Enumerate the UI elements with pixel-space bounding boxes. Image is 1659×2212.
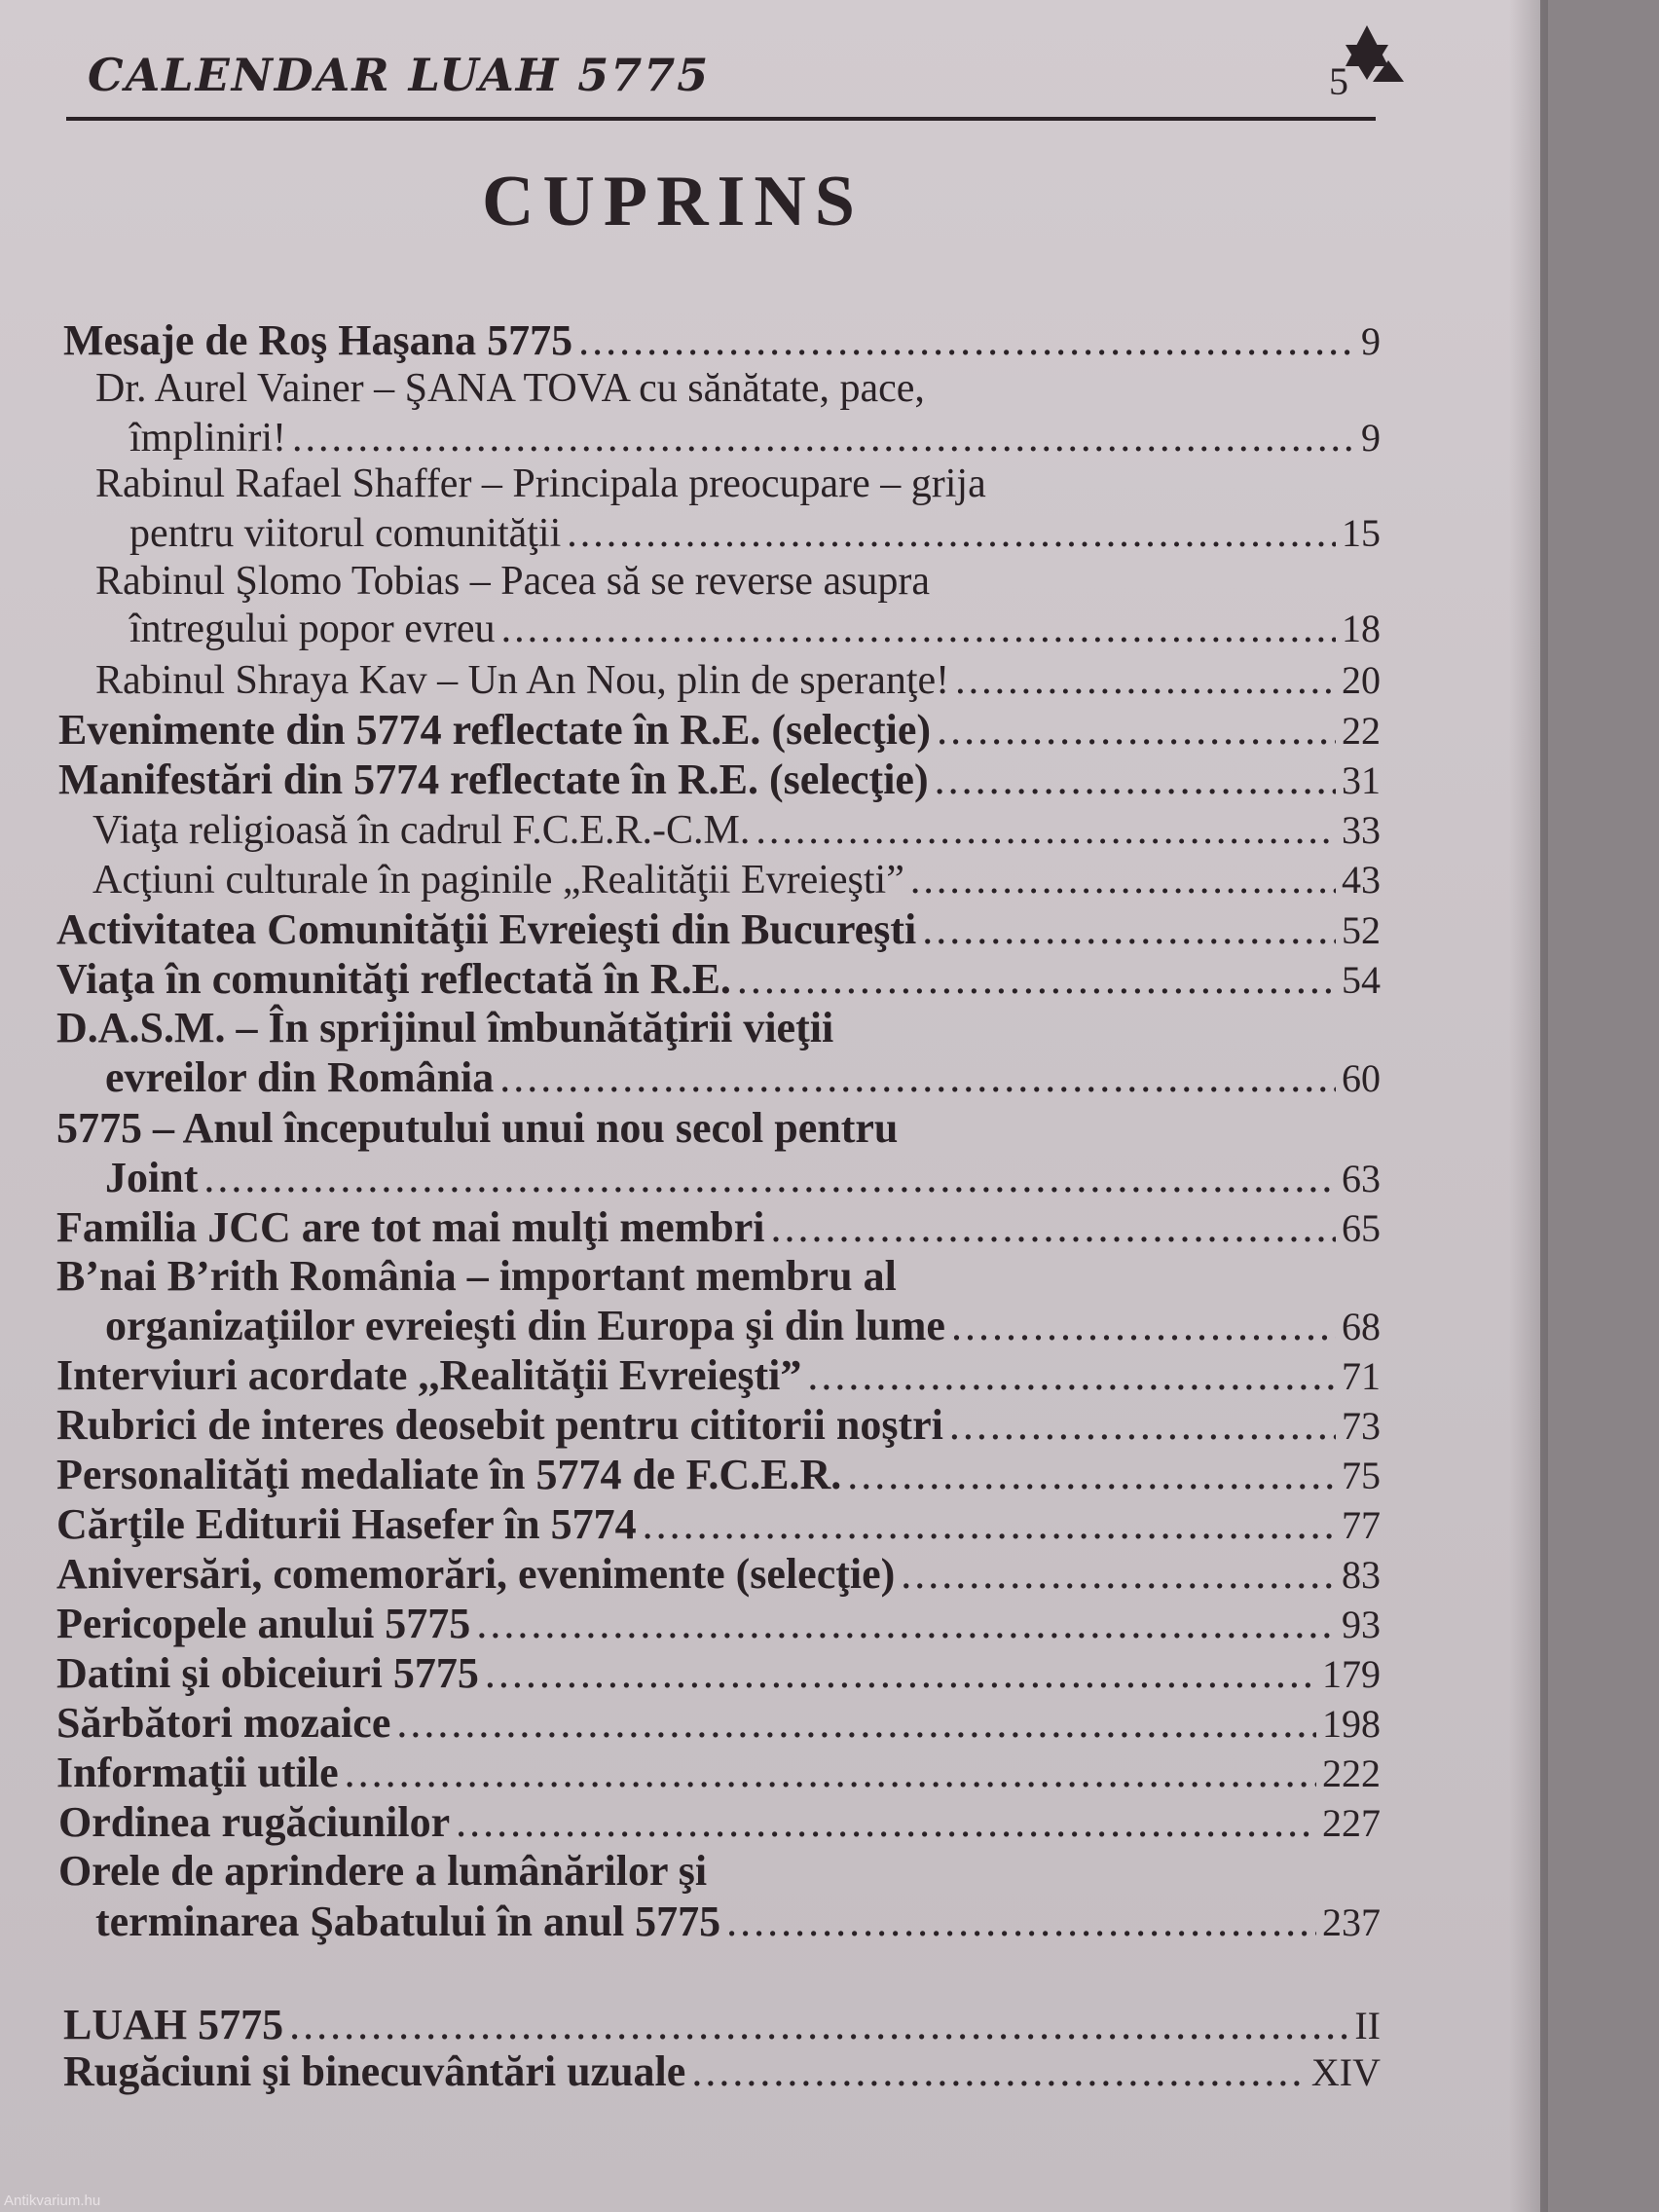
toc-leader-dots: [951, 1301, 1336, 1351]
toc-entry-title: D.A.S.M. – În sprijinul îmbunătăţirii vieţii: [56, 1004, 834, 1051]
toc-entry: [56, 904, 1381, 955]
toc-entry-title: Interviuri acordate ,,Realităţii Evreieşti”: [56, 1351, 802, 1399]
toc-leader-dots: [901, 1549, 1336, 1600]
watermark: Antikvarium.hu: [4, 2193, 101, 2209]
toc-entry: [92, 805, 1381, 856]
toc-entry-title: Acţiuni culturale în paginile „Realităţii Evreieşti”: [92, 858, 904, 903]
toc-entry-title: Datini şi obiceiuri 5775: [56, 1649, 479, 1697]
toc-entry: [56, 1549, 1381, 1600]
toc-entry-page: XIV: [1310, 2050, 1381, 2094]
toc-entry-title-cont: împliniri!: [129, 416, 286, 461]
toc-leader-dots: [499, 1052, 1336, 1103]
toc-entry-title: Familia JCC are tot mai mulţi membri: [56, 1203, 765, 1251]
toc-entry: [63, 315, 1381, 366]
toc-entry-title: Informaţii utile: [56, 1749, 339, 1796]
toc-leader-dots: [910, 855, 1336, 905]
star-of-david-icon: [1346, 21, 1414, 111]
toc-entry: [129, 604, 1381, 654]
toc-entry-title: Personalităţi medaliate în 5774 de F.C.E.R.: [56, 1451, 842, 1498]
toc-entry: [63, 2046, 1381, 2097]
toc-leader-dots: [578, 315, 1355, 366]
toc-entry-page: II: [1354, 2004, 1381, 2047]
toc-entry-title: Rugăciuni şi binecuvântări uzuale: [63, 2047, 686, 2095]
toc-entry-page: 20: [1342, 658, 1381, 702]
toc-entry-page: 222: [1322, 1751, 1381, 1795]
toc-entry-page: 9: [1361, 416, 1381, 460]
page-number: 5: [1329, 59, 1348, 103]
toc-entry-page: 227: [1322, 1801, 1381, 1845]
toc-leader-dots: [770, 1202, 1336, 1253]
toc-entry-title: Pericopele anului 5775: [56, 1600, 471, 1647]
toc-entry-page: 22: [1342, 709, 1381, 753]
toc-entry-title: Rabinul Shraya Kav – Un An Nou, plin de speranţe!: [95, 658, 950, 703]
toc-entry-page: 73: [1342, 1404, 1381, 1448]
toc-entry-page: 71: [1342, 1354, 1381, 1398]
toc-entry-page: 54: [1342, 958, 1381, 1002]
toc-entry-title-cont: organizaţiilor evreieşti din Europa şi din lume: [105, 1302, 945, 1349]
toc-entry-page: 93: [1342, 1603, 1381, 1646]
toc-leader-dots: [847, 1450, 1336, 1500]
toc-entry: [56, 954, 1381, 1005]
page-edge-shadow: [1509, 0, 1548, 2212]
toc-entry-page: 83: [1342, 1553, 1381, 1597]
toc-entry-title: Ordinea rugăciunilor: [58, 1798, 451, 1846]
toc-entry-title: Rubrici de interes deosebit pentru cititorii noştri: [56, 1401, 943, 1449]
toc-entry-title: Manifestări din 5774 reflectate în R.E. (selecţie): [58, 756, 929, 803]
toc-leader-dots: [726, 1897, 1316, 1947]
toc-entry: [58, 1797, 1381, 1848]
toc-leader-dots: [485, 1648, 1316, 1699]
toc-entry-title: Viaţa în comunităţi reflectată în R.E.: [56, 955, 731, 1003]
toc-entry-page: 68: [1342, 1305, 1381, 1348]
toc-leader-dots: [345, 1748, 1316, 1798]
toc-entry-title-cont: întregului popor evreu: [129, 607, 496, 651]
toc-entry-title: Rabinul Rafael Shaffer – Principala preocupare – grija: [95, 461, 986, 506]
toc-entry-title: 5775 – Anul începutului unui nou secol pentru: [56, 1104, 899, 1152]
toc-entry-title: Cărţile Editurii Hasefer în 5774: [56, 1500, 637, 1548]
toc-entry-title: Evenimente din 5774 reflectate în R.E. (selecţie): [58, 706, 932, 754]
toc-entry: [105, 1153, 1381, 1203]
toc-entry-page: 198: [1322, 1702, 1381, 1746]
toc-entry-page: 18: [1342, 607, 1381, 650]
toc-entry: [105, 1301, 1381, 1351]
toc-entry: [58, 705, 1381, 756]
toc-entry: [95, 655, 1381, 706]
toc-leader-dots: [737, 954, 1336, 1005]
toc-leader-dots: [937, 705, 1336, 756]
toc-entry: [56, 1450, 1381, 1500]
toc-entry-page: 179: [1322, 1652, 1381, 1696]
toc-leader-dots: [476, 1599, 1336, 1649]
toc-leader-dots: [643, 1499, 1336, 1550]
toc-entry-page: 77: [1342, 1503, 1381, 1547]
toc-leader-dots: [935, 755, 1336, 805]
toc-entry-title-cont: terminarea Şabatului în anul 5775: [95, 1898, 721, 1945]
toc-entry-title: Mesaje de Roş Haşana 5775: [63, 316, 573, 364]
toc-entry: [56, 1499, 1381, 1550]
toc-entry: [95, 1897, 1381, 1947]
toc-entry-page: 63: [1342, 1157, 1381, 1200]
toc-entry-page: 75: [1342, 1454, 1381, 1497]
toc-leader-dots: [807, 1350, 1336, 1401]
toc-entry-title: Dr. Aurel Vainer – ŞANA TOVA cu sănătate, pace,: [95, 366, 925, 411]
toc-leader-dots: [922, 904, 1336, 955]
toc-leader-dots: [691, 2046, 1306, 2097]
toc-leader-dots: [289, 2000, 1348, 2050]
toc-entry-page: 9: [1361, 319, 1381, 363]
toc-entry-title-cont: evreilor din România: [105, 1053, 495, 1101]
toc-entry-page: 33: [1342, 808, 1381, 852]
toc-entry: [129, 508, 1381, 559]
toc-entry-title: B’nai B’rith România – important membru al: [56, 1252, 897, 1300]
toc-entry-title: Viaţa religioasă în cadrul F.C.E.R.-C.M.: [92, 808, 751, 853]
header-rule: [66, 117, 1376, 121]
toc-entry-page: 52: [1342, 908, 1381, 952]
toc-leader-dots: [955, 655, 1336, 706]
toc-entry: [56, 1400, 1381, 1451]
toc-entry-page: 43: [1342, 858, 1381, 902]
toc-entry-page: 31: [1342, 758, 1381, 802]
toc-entry-page: 237: [1322, 1900, 1381, 1944]
toc-entry: [56, 1202, 1381, 1253]
toc-entry-title-cont: Joint: [105, 1154, 199, 1201]
toc-entry-title: Orele de aprindere a lumânărilor şi: [58, 1847, 708, 1895]
toc-entry: [56, 1599, 1381, 1649]
toc-entry: [56, 1748, 1381, 1798]
toc-leader-dots: [567, 508, 1336, 559]
toc-entry: [56, 1698, 1381, 1749]
toc-entry-title: Aniversări, comemorări, evenimente (selecţie): [56, 1550, 896, 1598]
toc-leader-dots: [756, 805, 1336, 856]
toc-entry-title: LUAH 5775: [63, 2001, 284, 2048]
running-header-title: CALENDAR LUAH 5775: [88, 49, 711, 101]
toc-entry-title: Sărbători mozaice: [56, 1699, 391, 1747]
toc-leader-dots: [949, 1400, 1336, 1451]
toc-entry: [63, 2000, 1381, 2050]
toc-entry-title-cont: pentru viitorul comunităţii: [129, 511, 562, 556]
toc-entry: [56, 1350, 1381, 1401]
toc-heading: CUPRINS: [482, 162, 864, 241]
toc-entry-page: 60: [1342, 1056, 1381, 1100]
toc-leader-dots: [396, 1698, 1316, 1749]
toc-entry: [129, 413, 1381, 463]
toc-entry: [56, 1648, 1381, 1699]
toc-entry: [92, 855, 1381, 905]
toc-leader-dots: [203, 1153, 1336, 1203]
toc-leader-dots: [292, 413, 1355, 463]
toc-leader-dots: [501, 604, 1336, 654]
toc-entry: [105, 1052, 1381, 1103]
toc-entry-title: Rabinul Şlomo Tobias – Pacea să se reverse asupra: [95, 559, 931, 604]
toc-entry-page: 15: [1342, 511, 1381, 555]
toc-entry-page: 65: [1342, 1206, 1381, 1250]
toc-entry: [58, 755, 1381, 805]
toc-leader-dots: [456, 1797, 1316, 1848]
toc-entry-title: Activitatea Comunităţii Evreieşti din Bucureşti: [56, 905, 917, 953]
